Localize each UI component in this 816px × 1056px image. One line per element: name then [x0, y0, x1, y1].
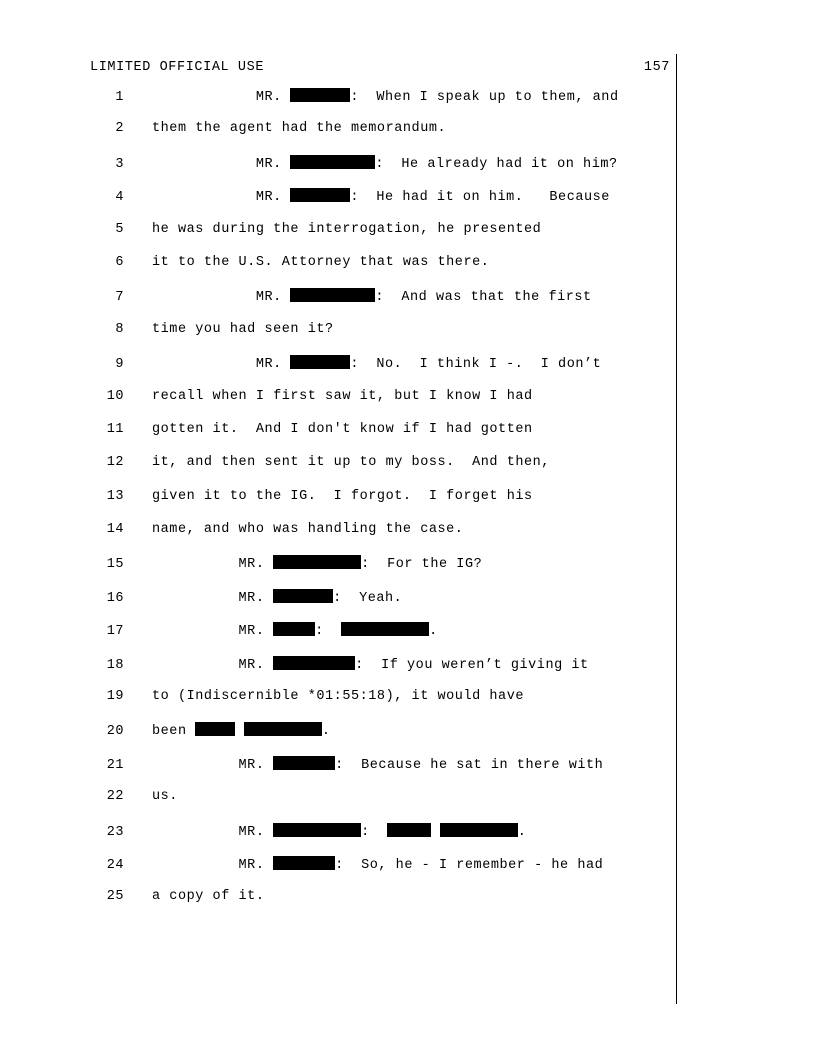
line-text: MR. : So, he - I remember - he had [152, 857, 604, 873]
redaction-bar [244, 722, 322, 736]
line-text: them the agent had the memorandum. [152, 121, 447, 137]
line-number: 22 [106, 789, 124, 805]
line-number: 23 [106, 824, 124, 840]
line-number: 13 [106, 488, 124, 504]
transcript-line [90, 722, 675, 755]
transcript-line [90, 288, 675, 321]
transcript-line [90, 656, 675, 689]
line-number: 1 [115, 90, 124, 105]
page-vertical-rule [676, 54, 677, 1004]
line-text: MR. : He had it on him. Because [152, 190, 610, 206]
transcript-line [90, 389, 675, 422]
redaction-bar [387, 823, 431, 837]
line-number: 11 [106, 421, 124, 437]
transcript-line [90, 422, 675, 455]
line-text: been . [152, 724, 331, 740]
redaction-bar [290, 288, 375, 302]
line-text: it to the U.S. Attorney that was there. [152, 254, 490, 270]
line-text: gotten it. And I don't know if I had gotten [152, 421, 533, 437]
line-text: recall when I first saw it, but I know I had [152, 388, 533, 404]
transcript-line [90, 789, 675, 822]
line-number: 25 [106, 889, 124, 905]
page-header [90, 60, 670, 75]
transcript-line [90, 522, 675, 555]
line-text: MR. : Yeah. [152, 590, 403, 606]
line-text: MR. : Because he sat in there with [152, 757, 604, 773]
line-text: MR. : . [152, 624, 438, 640]
redaction-bar [273, 856, 335, 870]
transcript-line [90, 555, 675, 588]
redaction-bar [440, 823, 518, 837]
transcript-line [90, 255, 675, 288]
transcript-line [90, 823, 675, 856]
transcript-line [90, 889, 675, 922]
transcript-line [90, 188, 675, 221]
page-number: 157 [643, 60, 670, 75]
line-number: 3 [115, 156, 124, 172]
transcript-line [90, 689, 675, 722]
line-number: 15 [106, 557, 124, 573]
redaction-bar [290, 88, 350, 102]
redaction-bar [341, 622, 429, 636]
line-number: 16 [106, 590, 124, 606]
line-text: MR. : . [152, 824, 527, 840]
redaction-bar [273, 589, 333, 603]
line-text: time you had seen it? [152, 321, 334, 337]
transcript-line [90, 622, 675, 655]
redaction-bar [273, 823, 361, 837]
line-number: 18 [106, 657, 124, 673]
transcript-line [90, 489, 675, 522]
transcript-line [90, 121, 675, 154]
transcript-line [90, 222, 675, 255]
line-text: he was during the interrogation, he presented [152, 221, 542, 237]
line-number: 12 [106, 455, 124, 471]
redaction-bar [273, 756, 335, 770]
transcript-line [90, 756, 675, 789]
line-number: 8 [115, 321, 124, 337]
line-number: 10 [106, 388, 124, 404]
line-text: name, and who was handling the case. [152, 522, 464, 538]
line-number: 4 [115, 190, 124, 206]
line-number: 20 [106, 724, 124, 740]
transcript-line [90, 856, 675, 889]
classification-marking: LIMITED OFFICIAL USE [90, 60, 265, 75]
line-number: 2 [115, 121, 124, 137]
line-text: MR. : He already had it on him? [152, 156, 618, 172]
transcript-line [90, 589, 675, 622]
line-text: to (Indiscernible *01:55:18), it would have [152, 689, 525, 705]
redaction-bar [273, 622, 315, 636]
redaction-bar [195, 722, 235, 736]
line-text: MR. : When I speak up to them, and [152, 90, 619, 105]
redaction-bar [273, 555, 361, 569]
line-number: 17 [106, 624, 124, 640]
transcript-line [90, 88, 675, 121]
transcript-line [90, 322, 675, 355]
line-number: 6 [115, 254, 124, 270]
line-text: us. [152, 789, 178, 805]
redaction-bar [290, 188, 350, 202]
line-text: it, and then sent it up to my boss. And then, [152, 455, 550, 471]
line-number: 5 [115, 221, 124, 237]
transcript-line [90, 155, 675, 188]
line-number: 19 [106, 689, 124, 705]
line-number: 21 [106, 757, 124, 773]
line-text: a copy of it. [152, 889, 265, 905]
line-text: given it to the IG. I forgot. I forget his [152, 488, 533, 504]
line-number: 24 [106, 857, 124, 873]
redaction-bar [290, 355, 350, 369]
line-text: MR. : And was that the first [152, 290, 592, 306]
transcript-line [90, 355, 675, 388]
redaction-bar [290, 155, 375, 169]
redaction-bar [273, 656, 355, 670]
line-text: MR. : If you weren’t giving it [152, 657, 589, 673]
line-number: 14 [106, 522, 124, 538]
line-text: MR. : For the IG? [152, 557, 483, 573]
line-number: 9 [115, 357, 124, 373]
line-number: 7 [115, 290, 124, 306]
transcript-line [90, 455, 675, 488]
line-text: MR. : No. I think I -. I don’t [152, 357, 602, 373]
transcript-lines [90, 88, 675, 923]
